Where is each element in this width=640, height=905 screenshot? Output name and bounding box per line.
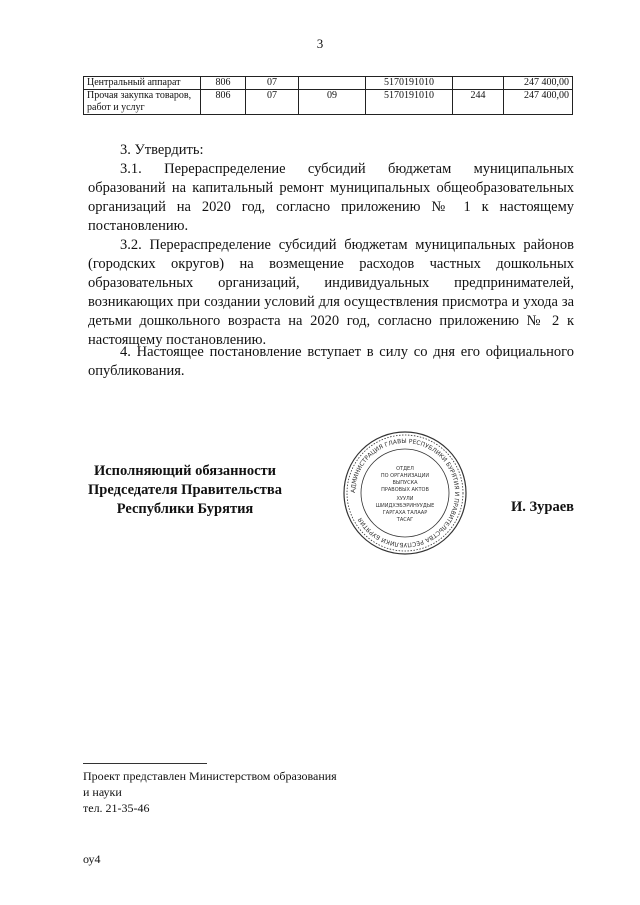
table-cell-code: 07 bbox=[246, 77, 299, 90]
table-cell-amount: 247 400,00 bbox=[504, 90, 573, 115]
table-cell-code: 5170191010 bbox=[366, 77, 453, 90]
official-seal-stamp bbox=[342, 430, 468, 556]
seal-ring-text: АДМИНИСТРАЦИЯ ГЛАВЫ РЕСПУБЛИКИ БУРЯТИЯ И ПРАВИТЕЛЬСТВА РЕСПУБЛИКИ БУРЯТИЯ bbox=[349, 437, 461, 549]
footnote-divider bbox=[83, 763, 207, 764]
footnote bbox=[83, 768, 337, 816]
table-cell-code: 09 bbox=[299, 90, 366, 115]
table-cell-name: Центральный аппарат bbox=[84, 77, 201, 90]
seal-center-line: ТАСАГ bbox=[396, 517, 414, 523]
table-cell-code: 5170191010 bbox=[366, 90, 453, 115]
signer-name: И. Зураев bbox=[510, 499, 574, 515]
document-code: оу4 bbox=[83, 852, 101, 866]
seal-center-line: ГАРГАХА ТАЛААР bbox=[382, 510, 428, 516]
page-number: 3 bbox=[316, 36, 324, 51]
resolution-body bbox=[88, 141, 574, 350]
resolution-final bbox=[88, 343, 574, 381]
table-cell-amount: 247 400,00 bbox=[504, 77, 573, 90]
item-3-heading: 3. Утвердить: bbox=[120, 142, 204, 158]
signature-title-line: Исполняющий обязанности bbox=[93, 463, 277, 479]
table-cell-code bbox=[453, 77, 504, 90]
footnote-line: и науки bbox=[83, 785, 122, 799]
seal-center-line: ПРАВОВЫХ АКТОВ bbox=[381, 487, 429, 493]
item-3-1-paragraph: 3.1. Перераспределение субсидий бюджетам муниципальных образований на капитальный ремонт муниципальных общеобразовательных организаций на 2020 год, согласно приложению № 1 к настоящему постановлению. bbox=[88, 161, 574, 234]
table-row bbox=[84, 90, 573, 115]
item-4-paragraph: 4. Настоящее постановление вступает в силу со дня его официального опубликования. bbox=[88, 344, 574, 379]
table-cell-code: 244 bbox=[453, 90, 504, 115]
budget-table bbox=[83, 76, 573, 115]
signature-title-line: Председателя Правительства bbox=[88, 482, 282, 498]
seal-center-line: ХУУЛИ bbox=[396, 496, 414, 502]
item-3-2-paragraph: 3.2. Перераспределение субсидий бюджетам муниципальных районов (городских округов) на возмещение расходов частных дошкольных образовательных организаций, индивидуальных предпринимателей, возникающих при создании условий для осуществления присмотра и ухода за детьми дошкольного возраста на 2020 год, согласно приложению № 2 к настоящему постановлению. bbox=[88, 237, 574, 348]
footnote-line: Проект представлен Министерством образования bbox=[83, 769, 337, 783]
table-cell-name: Прочая закупка товаров, работ и услуг bbox=[84, 90, 201, 115]
table-cell-code: 806 bbox=[201, 77, 246, 90]
seal-center-line: ПО ОРГАНИЗАЦИИ bbox=[380, 473, 430, 479]
signature-title-line: Республики Бурятия bbox=[116, 501, 254, 517]
seal-center-line: ШИИДХЭБЭРИНУУДЫЕ bbox=[375, 503, 435, 509]
table-cell-code: 07 bbox=[246, 90, 299, 115]
signature-title bbox=[80, 462, 290, 519]
seal-center-line: ОТДЕЛ bbox=[396, 466, 414, 472]
table-row bbox=[84, 77, 573, 90]
table-cell-code bbox=[299, 77, 366, 90]
table-cell-code: 806 bbox=[201, 90, 246, 115]
seal-center-line: ВЫПУСКА bbox=[392, 480, 418, 486]
footnote-line: тел. 21-35-46 bbox=[83, 801, 150, 815]
